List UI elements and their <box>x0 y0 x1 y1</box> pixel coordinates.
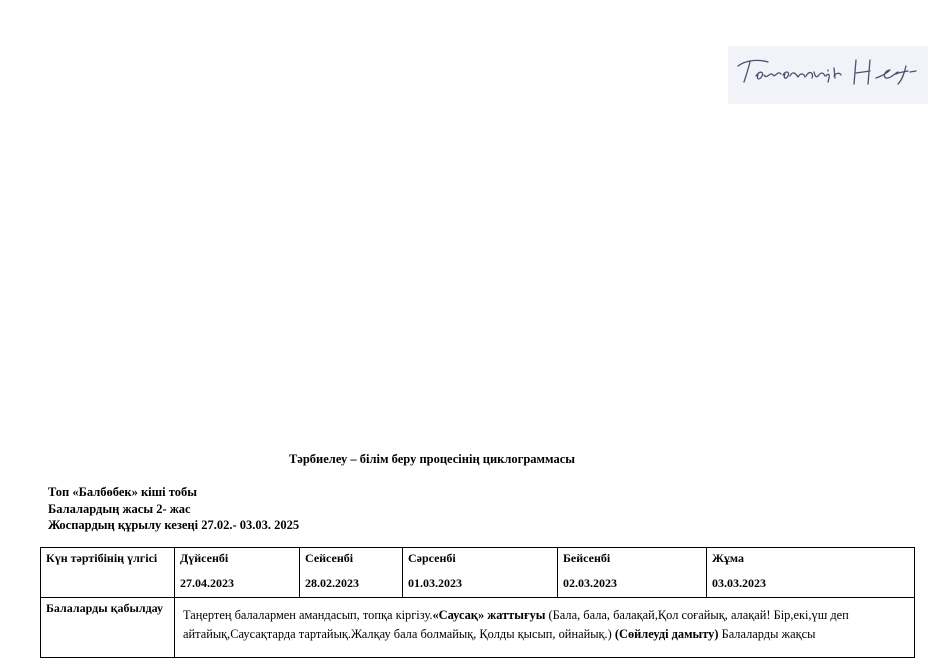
row-content-cell <box>175 598 915 658</box>
day-header-cell <box>175 548 300 598</box>
content-text: (Бала, бала, балақай,Қол соғайық, алақай! Бір,екі,үш деп айтайық,Саусақтарда тартайық.Жалқау бала болмайық, Қолды қысып, ойнайық.) <box>183 608 849 641</box>
content-bold: «Саусақ» жаттығуы <box>432 608 546 622</box>
children-age: Балалардың жасы 2- жас <box>48 501 191 516</box>
verification-stamp <box>728 46 928 104</box>
day-header-cell <box>707 548 915 598</box>
day-name: Дүйсенбі <box>180 551 229 565</box>
handwritten-signature <box>728 46 928 104</box>
content-bold: (Сөйлеуді дамыту) <box>614 627 719 641</box>
day-name: Сәрсенбі <box>408 551 456 565</box>
day-header-cell <box>403 548 558 598</box>
day-date: 27.04.2023 <box>180 576 234 590</box>
day-date: 03.03.2023 <box>712 576 766 590</box>
content-text: Таңертең балалармен амандасып, топқа кіргізу. <box>183 608 433 622</box>
row-label: Балаларды қабылдау <box>46 601 164 615</box>
group-name: Топ «Балбөбек» кіші тобы <box>48 485 198 499</box>
row-label-cell <box>41 598 175 658</box>
content-text: Балаларды жақсы <box>718 627 816 641</box>
header-row <box>41 548 915 598</box>
cyclogram-table <box>40 547 915 658</box>
corner-label: Күн тәртібінің үлгісі <box>46 551 158 565</box>
plan-period: Жоспардың құрылу кезеңі 27.02.- 03.03. 2025 <box>48 518 300 532</box>
day-name: Жұма <box>712 551 744 565</box>
day-header-cell <box>300 548 403 598</box>
day-header-cell <box>558 548 707 598</box>
document-title: Тәрбиелеу – білім беру процесінің циклограммасы <box>288 452 576 466</box>
day-date: 01.03.2023 <box>408 576 462 590</box>
day-date: 28.02.2023 <box>305 576 359 590</box>
corner-header-cell <box>41 548 175 598</box>
row-content <box>183 606 908 644</box>
day-name: Сейсенбі <box>305 551 354 565</box>
document-meta <box>48 484 299 534</box>
day-name: Бейсенбі <box>563 551 611 565</box>
table-row <box>41 598 915 658</box>
day-date: 02.03.2023 <box>563 576 617 590</box>
